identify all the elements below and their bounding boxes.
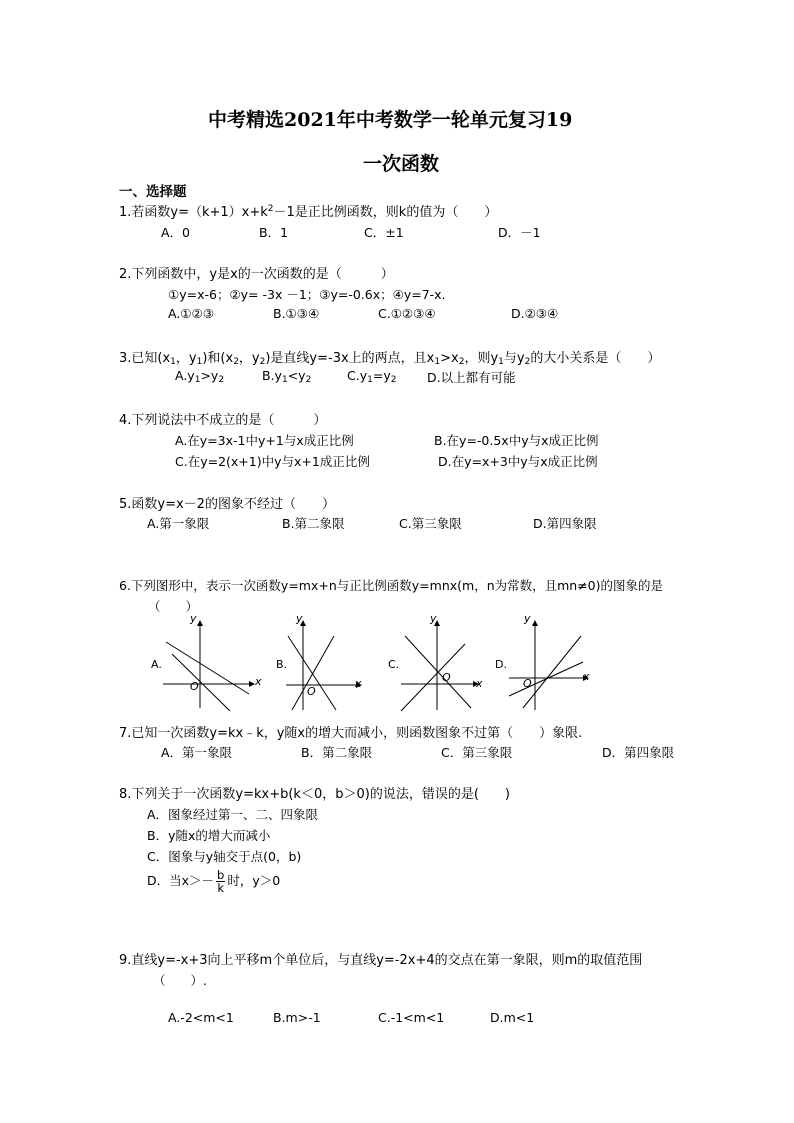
- question-4-option-c: C.在y=2(x+1)中y与x+1成正比例: [175, 454, 370, 469]
- question-7-stem: 7.已知一次函数y=kx﹣k，y随x的增大而减小，则函数图象不过第（ ）象限.: [119, 726, 583, 741]
- question-7-option-b: B．第二象限: [301, 745, 373, 760]
- graph-c: [395, 612, 495, 712]
- question-7-option-c: C．第三象限: [441, 745, 513, 760]
- question-5-option-c: C.第三象限: [399, 516, 462, 531]
- question-7-option-d: D．第四象限: [602, 745, 675, 760]
- question-1-option-d: D．－1: [498, 225, 541, 240]
- question-6-answer-paren: （ ）: [148, 599, 199, 614]
- question-2-option-a: A.①②③: [168, 306, 214, 321]
- question-3-option-c: $C.y_1=y_2$: [347, 368, 397, 385]
- graph-b-line-2: [292, 636, 334, 710]
- graph-c-label: C.: [388, 658, 400, 671]
- question-9-answer-paren: （ ）.: [153, 973, 207, 988]
- question-8-option-b: B．y随x的增大而减小: [147, 828, 271, 843]
- question-9-option-b: B.m>-1: [273, 1010, 321, 1025]
- question-5-option-d: D.第四象限: [533, 516, 597, 531]
- question-1-stem: 1.若函数$y=(k+1)x+k^2-1$是正比例函数，则k的值为（ ）: [119, 204, 498, 220]
- graph-a-x-label: x: [255, 675, 262, 688]
- question-4-option-b: B.在y=-0.5x中y与x成正比例: [434, 433, 599, 448]
- question-5-stem: 5.函数y=x－2的图象不经过（ ）: [119, 497, 335, 512]
- question-4-option-d: D.在y=x+3中y与x成正比例: [438, 454, 598, 469]
- graph-c-line-2: [401, 644, 465, 711]
- graph-d-origin: O: [523, 677, 532, 690]
- graph-d-y-label: y: [524, 612, 531, 625]
- question-6-stem: 6.下列图形中，表示一次函数y=mx+n与正比例函数y=mnx(m，n为常数，且mn≠0)的图象的是: [119, 578, 664, 593]
- graph-b-x-label: x: [355, 677, 362, 690]
- question-1-option-b: B．1: [259, 225, 289, 240]
- question-2-functions: ①y=x-6；②y= -3x －1；③y=-0.6x；④y=7-x.: [168, 287, 446, 302]
- graph-b: [280, 612, 370, 712]
- question-3-stem: 3.已知($x_1$，$y_1$)和($x_2$，$y_2$)是直线y=-3x上的两点，且$x_1>x_2$，则$y_1$与$y_2$的大小关系是（ ）: [119, 351, 661, 367]
- graph-b-label: B.: [276, 658, 288, 671]
- question-3-option-b: $B.y_1<y_2$: [262, 368, 312, 385]
- question-8-option-c: C．图象与y轴交于点(0，b): [147, 849, 302, 864]
- graph-d-x-label: x: [583, 670, 590, 683]
- question-4-stem: 4.下列说法中不成立的是（ ）: [119, 413, 327, 428]
- fraction-b-over-k: $\frac{b}{k}$: [217, 868, 225, 895]
- graph-b-y-label: y: [296, 612, 303, 625]
- graph-a-label: A.: [151, 658, 162, 671]
- graph-b-origin: O: [307, 685, 316, 698]
- question-5-option-b: B.第二象限: [282, 516, 345, 531]
- question-2-option-c: C.①②③④: [378, 306, 436, 321]
- question-3-option-a: $A.y_1>y_2$: [175, 368, 225, 385]
- graph-a-y-arrow: [197, 620, 203, 626]
- question-8-stem: 8.下列关于一次函数y=kx+b(k＜0，b＞0)的说法，错误的是( ): [119, 787, 510, 802]
- question-8-option-a: A．图象经过第一、二、四象限: [147, 807, 319, 822]
- question-1-option-c: C．±1: [364, 225, 404, 240]
- graph-d-line-2: [523, 636, 581, 708]
- graph-d: [505, 612, 600, 712]
- graph-c-y-label: y: [430, 612, 437, 625]
- question-7-option-a: A．第一象限: [161, 745, 233, 760]
- question-2-option-d: D.②③④: [511, 306, 559, 321]
- question-8-option-d: D．当x＞－ $\frac{b}{k}$ 时，y＞0: [147, 868, 281, 895]
- question-4-option-a: A.在y=3x-1中y+1与x成正比例: [175, 433, 354, 448]
- graph-a: [155, 612, 265, 712]
- question-9-stem: 9.直线y=-x+3向上平移m个单位后，与直线y=-2x+4的交点在第一象限，则m的取值范围: [119, 953, 643, 968]
- graph-d-y-arrow: [532, 620, 538, 626]
- document-title: 中考精选2021年中考数学一轮单元复习19: [208, 109, 573, 131]
- question-1-option-a: A．0: [161, 225, 191, 240]
- document-subtitle: 一次函数: [363, 153, 440, 175]
- question-5-option-a: A.第一象限: [147, 516, 210, 531]
- graph-d-label: D.: [495, 658, 507, 671]
- question-9-option-c: C.-1<m<1: [378, 1010, 445, 1025]
- graph-a-line-2: [172, 654, 230, 711]
- question-9-option-a: A.-2<m<1: [168, 1010, 234, 1025]
- question-9-option-d: D.m<1: [490, 1010, 535, 1025]
- question-2-stem: 2.下列函数中，y是x的一次函数的是（ ）: [119, 267, 394, 282]
- graph-b-line-1: [288, 636, 336, 710]
- graph-a-line-1: [166, 642, 249, 694]
- question-3-option-d: D.以上都有可能: [427, 370, 516, 385]
- graph-c-x-label: x: [476, 677, 483, 690]
- question-2-option-b: B.①③④: [273, 306, 320, 321]
- graph-c-origin: O: [442, 671, 451, 684]
- section-heading: 一、选择题: [119, 184, 187, 200]
- graph-a-y-label: y: [190, 612, 197, 625]
- graph-a-origin: O: [190, 680, 199, 693]
